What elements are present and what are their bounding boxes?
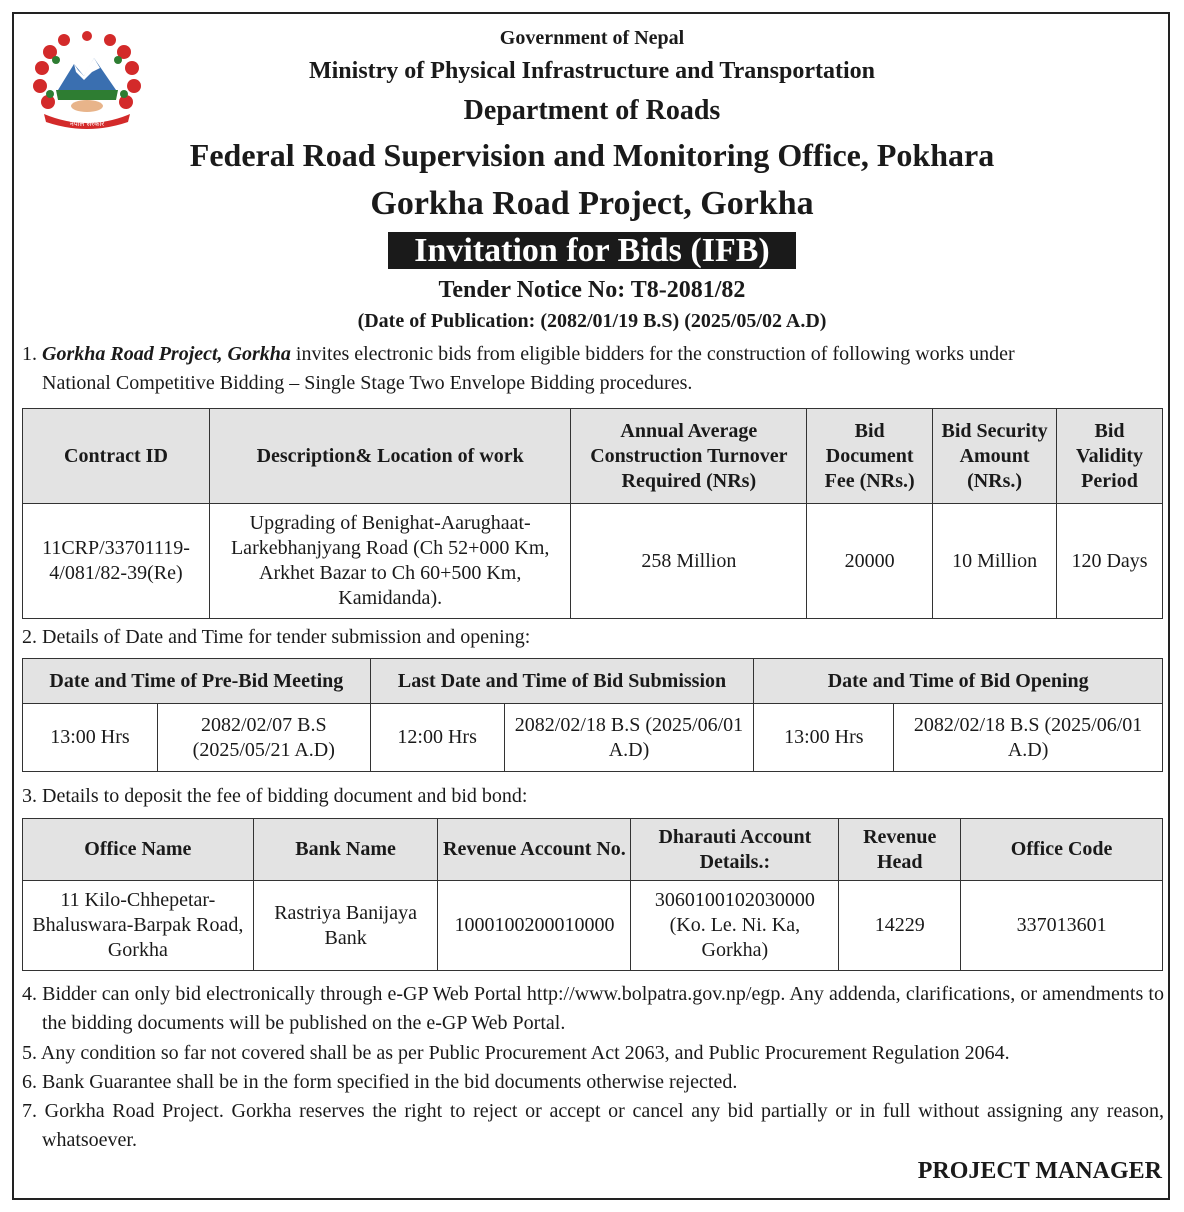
col-turnover: Annual Average Construction Turnover Required (NRs) — [571, 409, 807, 504]
opening-date-cell: 2082/02/18 B.S (2025/06/01 A.D) — [894, 704, 1163, 772]
note-5: 5. Any condition so far not covered shall be as per Public Procurement Act 2063, and Public Procurement Regulation 2064. — [22, 1042, 1010, 1064]
table-row — [23, 504, 1163, 619]
government-heading: Government of Nepal — [499, 27, 685, 49]
dharauti-account-cell: 3060100102030000 (Ko. Le. Ni. Ka, Gorkha) — [631, 881, 839, 971]
project-heading: Gorkha Road Project, Gorkha — [370, 185, 814, 222]
ministry-heading: Ministry of Physical Infrastructure and Transportation — [308, 58, 875, 84]
dates-table — [22, 658, 1163, 772]
paragraph-2: 2. Details of Date and Time for tender submission and opening: — [22, 626, 531, 648]
note-4: 4. Bidder can only bid electronically through e-GP Web Portal http://www.bolpatra.gov.np/egp. Any addenda, clarifications, or amendments to the bidding documents will be published on the e-GP Web Portal. — [22, 983, 1164, 1034]
bid-security-cell: 10 Million — [933, 504, 1057, 619]
ifb-banner: Invitation for Bids (IFB) — [388, 232, 795, 269]
paragraph-1-lead: Gorkha Road Project, Gorkha — [42, 343, 291, 365]
emblem-caption: नेपाल सरकार — [69, 120, 105, 128]
tender-notice-number: Tender Notice No: T8-2081/82 — [438, 277, 746, 303]
paragraph-3: 3. Details to deposit the fee of bidding document and bid bond: — [22, 785, 528, 807]
department-heading: Department of Roads — [463, 95, 721, 126]
description-cell: Upgrading of Benighat-Aarughaat-Larkebhanjyang Road (Ch 52+000 Km, Arkhet Bazar to Ch 60+500 Km, Kamidanda). — [209, 504, 571, 619]
opening-time-cell: 13:00 Hrs — [754, 704, 894, 772]
col-bid-security: Bid Security Amount (NRs.) — [933, 409, 1057, 504]
publication-date: (Date of Publication: (2082/01/19 B.S) (2025/05/02 A.D) — [357, 310, 827, 332]
turnover-cell: 258 Million — [571, 504, 807, 619]
prebid-time-cell: 13:00 Hrs — [23, 704, 158, 772]
validity-cell: 120 Days — [1057, 504, 1163, 619]
submission-date-cell: 2082/02/18 B.S (2025/06/01 A.D) — [504, 704, 754, 772]
paragraph-1-number: 1. — [22, 343, 37, 365]
col-revenue-head: Revenue Head — [839, 819, 961, 881]
col-contract-id: Contract ID — [23, 409, 210, 504]
signature-project-manager: PROJECT MANAGER — [917, 1158, 1162, 1184]
col-revenue-account: Revenue Account No. — [438, 819, 631, 881]
col-opening: Date and Time of Bid Opening — [754, 659, 1163, 704]
col-description: Description& Location of work — [209, 409, 571, 504]
col-submission: Last Date and Time of Bid Submission — [370, 659, 754, 704]
paragraph-1 — [22, 340, 1164, 398]
contract-id-cell: 11CRP/33701119-4/081/82-39(Re) — [23, 504, 210, 619]
deposit-table-header-row — [23, 819, 1163, 881]
revenue-account-cell: 1000100200010000 — [438, 881, 631, 971]
bank-name-cell: Rastriya Banijaya Bank — [253, 881, 438, 971]
note-7: 7. Gorkha Road Project. Gorkha reserves the right to reject or accept or cancel any bid partially or in full without assigning any reason, whatsoever. — [22, 1100, 1164, 1151]
col-office-name: Office Name — [23, 819, 254, 881]
revenue-head-cell: 14229 — [839, 881, 961, 971]
col-bank-name: Bank Name — [253, 819, 438, 881]
col-dharauti-account: Dharauti Account Details.: — [631, 819, 839, 881]
office-code-cell: 337013601 — [961, 881, 1163, 971]
submission-time-cell: 12:00 Hrs — [370, 704, 504, 772]
paragraph-1-text: invites electronic bids from eligible bidders for the construction of following works under — [290, 343, 1015, 365]
col-validity: Bid Validity Period — [1057, 409, 1163, 504]
works-table — [22, 408, 1163, 619]
note-6: 6. Bank Guarantee shall be in the form specified in the bid documents otherwise rejected. — [22, 1071, 738, 1093]
col-prebid: Date and Time of Pre-Bid Meeting — [23, 659, 371, 704]
bid-fee-cell: 20000 — [807, 504, 933, 619]
office-name-cell: 11 Kilo-Chhepetar-Bhaluswara-Barpak Road, Gorkha — [23, 881, 254, 971]
paragraph-1-text-cont: National Competitive Bidding – Single Stage Two Envelope Bidding procedures. — [42, 372, 693, 394]
col-bid-fee: Bid Document Fee (NRs.) — [807, 409, 933, 504]
prebid-date-cell: 2082/02/07 B.S (2025/05/21 A.D) — [157, 704, 370, 772]
dates-table-header-row — [23, 659, 1163, 704]
table-row — [23, 881, 1163, 971]
office-heading: Federal Road Supervision and Monitoring Office, Pokhara — [189, 137, 995, 173]
works-table-header-row — [23, 409, 1163, 504]
col-office-code: Office Code — [961, 819, 1163, 881]
table-row — [23, 704, 1163, 772]
deposit-table — [22, 818, 1163, 971]
